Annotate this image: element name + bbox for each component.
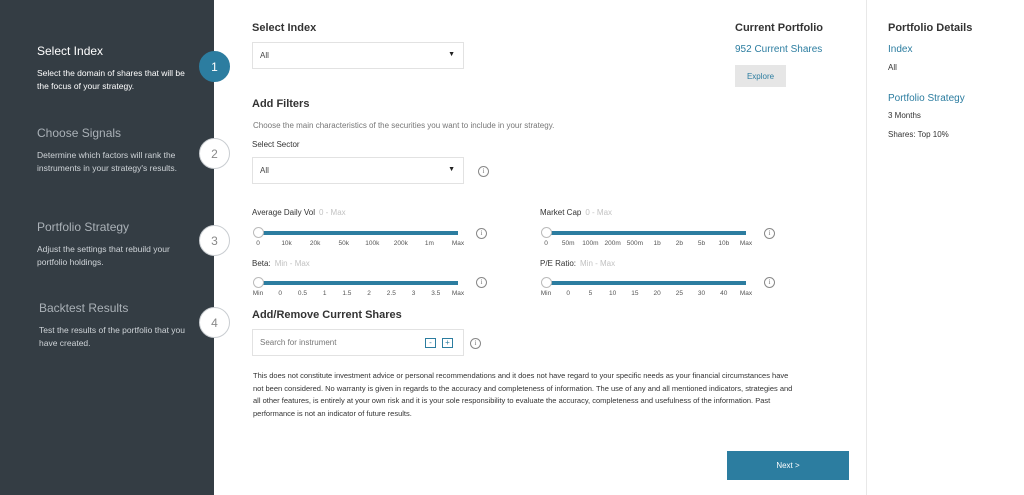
- instrument-search-input[interactable]: [252, 329, 464, 356]
- slider-ticks: [541, 240, 751, 250]
- slider-tick-label: 50k: [338, 240, 349, 247]
- step-description: Test the results of the portfolio that you have created.: [39, 325, 185, 348]
- slider-tick-label: 10: [609, 290, 617, 297]
- market-cap-label-text: Market Cap: [540, 208, 582, 217]
- beta-slider[interactable]: [253, 277, 463, 307]
- index-select-value: All: [260, 51, 269, 60]
- pe-ratio-info-icon[interactable]: i: [764, 277, 775, 288]
- strategy-period-value: 3 Months: [888, 111, 921, 120]
- step-description: Adjust the settings that rebuild your portfolio holdings.: [37, 244, 170, 267]
- slider-tick-label: 0: [278, 290, 283, 297]
- step-select-index[interactable]: [37, 44, 187, 92]
- current-shares-link[interactable]: 952 Current Shares: [735, 44, 823, 55]
- slider-track: [258, 281, 458, 285]
- slider-tick-label: 2: [367, 290, 371, 297]
- slider-tick-label: 0.5: [297, 290, 307, 297]
- portfolio-strategy-link[interactable]: Portfolio Strategy: [888, 93, 965, 104]
- step-number-1[interactable]: 1: [199, 51, 230, 82]
- slider-tick-label: 10b: [718, 240, 730, 247]
- beta-label-text: Beta:: [252, 259, 271, 268]
- sidebar: [0, 0, 214, 495]
- avg-daily-vol-label: [252, 208, 346, 217]
- step-title: Portfolio Strategy: [37, 220, 130, 234]
- avg-daily-vol-slider[interactable]: [253, 227, 463, 257]
- slider-tick-label: 0: [566, 290, 571, 297]
- market-cap-label: [540, 208, 612, 217]
- slider-tick-label: 1b: [653, 240, 661, 247]
- slider-tick-label: 25: [675, 290, 683, 297]
- slider-tick-label: 3.5: [431, 290, 441, 297]
- slider-tick-label: 20: [653, 290, 661, 297]
- explore-button[interactable]: Explore: [735, 65, 786, 87]
- slider-tick-label: Max: [451, 290, 465, 297]
- add-remove-shares-heading: Add/Remove Current Shares: [252, 309, 402, 321]
- market-cap-hint: 0 - Max: [585, 208, 613, 217]
- slider-ticks: [541, 290, 751, 300]
- current-portfolio-heading: Current Portfolio: [735, 22, 823, 34]
- add-filters-subtitle: Choose the main characteristics of the securities you want to include in your strategy.: [253, 121, 555, 130]
- pe-ratio-label-text: P/E Ratio:: [540, 259, 577, 268]
- pe-ratio-slider[interactable]: [541, 277, 751, 307]
- slider-tick-label: 5: [588, 290, 593, 297]
- dropdown-arrow-icon: ▼: [448, 166, 455, 173]
- slider-min-handle[interactable]: [253, 277, 264, 288]
- sector-select[interactable]: [252, 157, 464, 184]
- sector-select-value: All: [260, 166, 269, 175]
- slider-tick-label: 1: [322, 290, 327, 297]
- slider-ticks: [253, 290, 463, 300]
- slider-tick-label: 2b: [675, 240, 683, 247]
- slider-track: [546, 231, 746, 235]
- step-description: Determine which factors will rank the instruments in your strategy's results.: [37, 150, 178, 173]
- slider-tick-label: Min: [540, 290, 552, 297]
- slider-tick-label: Max: [451, 240, 465, 247]
- slider-track: [546, 281, 746, 285]
- step-backtest-results[interactable]: [39, 301, 189, 349]
- portfolio-details-heading: Portfolio Details: [888, 22, 973, 34]
- avg-daily-vol-info-icon[interactable]: i: [476, 228, 487, 239]
- step-title: Select Index: [37, 44, 104, 58]
- slider-tick-label: 0: [544, 240, 548, 247]
- slider-tick-label: 100k: [365, 240, 380, 247]
- slider-tick-label: Min: [252, 290, 264, 297]
- index-detail-link[interactable]: Index: [888, 44, 913, 55]
- slider-tick-label: 3: [411, 290, 416, 297]
- disclaimer-text: This does not constitute investment advice or personal recommendations and it does not have regard to your specific needs as your financial circumstances have not been considered. No warranty is given in regards to the accuracy and completeness of information. The use of any and all mentioned indicators, strategies and all other features, is entirely at your own risk and it is your sole responsibility to evaluate the accuracy, completeness and usefulness of the information. Past performance is not an indicator of future results.: [253, 371, 793, 418]
- pe-ratio-hint: Min - Max: [580, 259, 616, 268]
- slider-min-handle[interactable]: [541, 277, 552, 288]
- strategy-shares-value: Shares: Top 10%: [888, 130, 949, 139]
- beta-info-icon[interactable]: i: [476, 277, 487, 288]
- portfolio-details-panel: [866, 0, 1024, 495]
- slider-tick-label: 20k: [309, 240, 321, 247]
- sector-info-icon[interactable]: i: [478, 166, 489, 177]
- add-instrument-button[interactable]: +: [442, 338, 453, 348]
- slider-tick-label: 50m: [561, 240, 575, 247]
- slider-tick-label: 1.5: [342, 290, 352, 297]
- slider-track: [258, 231, 458, 235]
- pe-ratio-label: [540, 259, 615, 268]
- select-index-heading: Select Index: [252, 22, 317, 34]
- step-portfolio-strategy[interactable]: [37, 220, 187, 268]
- slider-tick-label: 2.5: [386, 290, 396, 297]
- index-select[interactable]: [252, 42, 464, 69]
- step-choose-signals[interactable]: [37, 126, 187, 174]
- step-description: Select the domain of shares that will be the focus of your strategy.: [37, 68, 185, 91]
- slider-tick-label: 500m: [626, 240, 644, 247]
- slider-ticks: [253, 240, 463, 250]
- main-content: [214, 0, 866, 495]
- shares-info-icon[interactable]: i: [470, 338, 481, 349]
- slider-tick-label: 200m: [604, 240, 621, 247]
- step-title: Choose Signals: [37, 126, 122, 140]
- avg-daily-vol-hint: 0 - Max: [319, 208, 346, 217]
- step-number-2[interactable]: 2: [199, 138, 230, 169]
- slider-tick-label: 0: [256, 240, 260, 247]
- slider-tick-label: 40: [720, 290, 728, 297]
- slider-min-handle[interactable]: [541, 227, 552, 238]
- slider-tick-label: 5b: [697, 240, 706, 247]
- remove-instrument-button[interactable]: -: [425, 338, 436, 348]
- slider-tick-label: Max: [739, 240, 753, 247]
- beta-label: [252, 259, 310, 268]
- market-cap-info-icon[interactable]: i: [764, 228, 775, 239]
- slider-tick-label: 15: [631, 290, 639, 297]
- slider-min-handle[interactable]: [253, 227, 264, 238]
- step-title: Backtest Results: [39, 301, 129, 315]
- slider-tick-label: 10k: [281, 240, 292, 247]
- beta-hint: Min - Max: [274, 259, 310, 268]
- step-number-3[interactable]: 3: [199, 225, 230, 256]
- slider-tick-label: 200k: [393, 240, 408, 247]
- slider-tick-label: 30: [697, 290, 706, 297]
- market-cap-slider[interactable]: [541, 227, 751, 257]
- select-sector-label: Select Sector: [252, 140, 300, 149]
- slider-tick-label: 100m: [582, 240, 599, 247]
- index-detail-value: All: [888, 63, 897, 72]
- step-number-4[interactable]: 4: [199, 307, 230, 338]
- next-button[interactable]: Next >: [727, 451, 849, 480]
- dropdown-arrow-icon: ▼: [448, 51, 455, 58]
- add-filters-heading: Add Filters: [252, 98, 310, 110]
- search-placeholder: Search for instrument: [260, 338, 337, 347]
- slider-tick-label: Max: [739, 290, 753, 297]
- slider-tick-label: 1m: [424, 240, 434, 247]
- avg-daily-vol-label-text: Average Daily Vol: [252, 208, 315, 217]
